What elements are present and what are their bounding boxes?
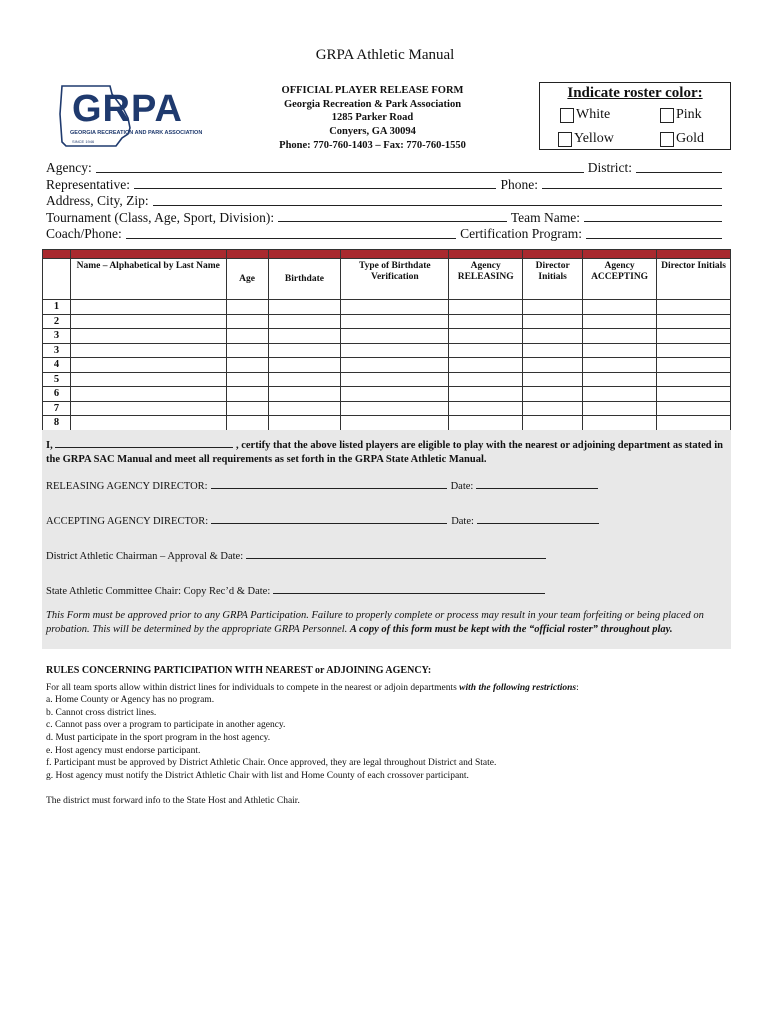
checkbox-icon[interactable] bbox=[560, 108, 574, 123]
table-cell[interactable] bbox=[523, 416, 583, 431]
table-cell[interactable] bbox=[657, 343, 731, 358]
accepting-date-field[interactable] bbox=[477, 516, 599, 524]
director-initials-header: Director Initials bbox=[523, 259, 583, 300]
table-cell[interactable] bbox=[449, 343, 523, 358]
form-title: OFFICIAL PLAYER RELEASE FORM bbox=[281, 85, 464, 96]
table-cell[interactable] bbox=[341, 300, 449, 315]
notice-text: This Form must be approved prior to any GRPA Participation. Failure to properly complete or process may result in your team forfeiting or being placed on probation. This will be determined by the appropriate GRPA Personnel. bbox=[46, 610, 704, 635]
roster-option-gold[interactable] bbox=[660, 131, 704, 147]
player-table bbox=[42, 249, 731, 431]
table-cell[interactable] bbox=[341, 329, 449, 344]
row-number: 2 bbox=[43, 314, 71, 329]
table-cell[interactable] bbox=[268, 300, 341, 315]
district-chair-field[interactable] bbox=[246, 551, 546, 559]
table-cell[interactable] bbox=[523, 329, 583, 344]
table-cell[interactable] bbox=[226, 329, 268, 344]
coach-phone-field[interactable] bbox=[126, 226, 456, 239]
table-cell[interactable] bbox=[657, 387, 731, 402]
table-cell[interactable] bbox=[449, 387, 523, 402]
agency-label: Agency: bbox=[46, 160, 92, 175]
releasing-date-field[interactable] bbox=[476, 481, 598, 489]
phone-line: Phone: 770-760-1403 – Fax: 770-760-1550 bbox=[279, 139, 466, 151]
table-cell[interactable] bbox=[70, 300, 226, 315]
rule-item: d. Must participate in the sport program in the host agency. bbox=[46, 732, 271, 743]
table-cell[interactable] bbox=[523, 358, 583, 373]
option-label: Yellow bbox=[574, 131, 614, 146]
table-cell[interactable] bbox=[583, 343, 657, 358]
table-cell[interactable] bbox=[523, 343, 583, 358]
table-cell[interactable] bbox=[657, 401, 731, 416]
table-row bbox=[43, 358, 731, 373]
agency-accepting-header: Agency ACCEPTING bbox=[583, 259, 657, 300]
option-label: Pink bbox=[676, 107, 702, 122]
coach-phone-label: Coach/Phone: bbox=[46, 226, 122, 242]
table-cell[interactable] bbox=[341, 314, 449, 329]
table-cell[interactable] bbox=[226, 358, 268, 373]
table-row bbox=[43, 300, 731, 315]
certification-field[interactable] bbox=[586, 226, 722, 239]
row-number: 3 bbox=[43, 343, 71, 358]
rule-item: f. Participant must be approved by District Athletic Chair. Once approved, they are legal throughout District and State. bbox=[46, 758, 497, 769]
table-cell[interactable] bbox=[70, 401, 226, 416]
table-cell[interactable] bbox=[523, 387, 583, 402]
table-cell[interactable] bbox=[268, 343, 341, 358]
table-cell[interactable] bbox=[583, 401, 657, 416]
table-cell[interactable] bbox=[70, 358, 226, 373]
address-label: Address, City, Zip: bbox=[46, 193, 149, 209]
tournament-label: Tournament (Class, Age, Sport, Division): bbox=[46, 209, 275, 225]
table-cell[interactable] bbox=[657, 314, 731, 329]
rules-list bbox=[46, 694, 726, 782]
table-cell[interactable] bbox=[70, 387, 226, 402]
table-cell[interactable] bbox=[70, 314, 226, 329]
checkbox-icon[interactable] bbox=[558, 132, 572, 147]
player-rows bbox=[43, 300, 731, 431]
director-initials-header: Director Initials bbox=[657, 259, 731, 300]
table-cell[interactable] bbox=[583, 372, 657, 387]
agency-fields bbox=[46, 160, 726, 243]
table-cell[interactable] bbox=[523, 300, 583, 315]
roster-color-box bbox=[539, 82, 731, 150]
table-cell[interactable] bbox=[341, 416, 449, 431]
logo-subtitle: GEORGIA RECREATION AND PARK ASSOCIATION bbox=[70, 130, 203, 136]
rules-intro-emphasis: with the following restrictions bbox=[459, 682, 577, 693]
table-cell[interactable] bbox=[449, 401, 523, 416]
table-cell[interactable] bbox=[268, 372, 341, 387]
table-cell[interactable] bbox=[657, 416, 731, 431]
table-cell[interactable] bbox=[341, 401, 449, 416]
rule-item: g. Host agency must notify the District Athletic Chair with list and Home County of each crossover participant. bbox=[46, 770, 469, 781]
grpa-logo bbox=[58, 84, 203, 148]
table-header-band bbox=[43, 250, 731, 259]
representative-field[interactable] bbox=[134, 177, 497, 190]
date-label: Date: bbox=[451, 516, 474, 527]
roster-title: Indicate roster color: bbox=[567, 85, 703, 101]
agency-row bbox=[46, 160, 726, 177]
table-cell[interactable] bbox=[657, 300, 731, 315]
number-header bbox=[43, 259, 71, 300]
table-cell[interactable] bbox=[268, 401, 341, 416]
accepting-signature-row bbox=[46, 516, 603, 527]
table-cell[interactable] bbox=[226, 300, 268, 315]
city-line: Conyers, GA 30094 bbox=[329, 126, 416, 138]
table-cell[interactable] bbox=[268, 387, 341, 402]
table-cell[interactable] bbox=[226, 343, 268, 358]
roster-option-pink[interactable] bbox=[660, 107, 702, 123]
table-row bbox=[43, 387, 731, 402]
row-number: 5 bbox=[43, 372, 71, 387]
row-number: 7 bbox=[43, 401, 71, 416]
option-label: Gold bbox=[676, 131, 704, 146]
releasing-label: RELEASING AGENCY DIRECTOR: bbox=[46, 481, 208, 492]
table-cell[interactable] bbox=[449, 358, 523, 373]
certification-label: Certification Program: bbox=[460, 226, 582, 242]
table-cell[interactable] bbox=[657, 329, 731, 344]
row-number: 8 bbox=[43, 416, 71, 431]
team-name-label: Team Name: bbox=[510, 209, 580, 225]
tournament-row bbox=[46, 210, 726, 227]
notice-bold-text: A copy of this form must be kept with the “official roster” throughout play. bbox=[349, 623, 673, 635]
table-cell[interactable] bbox=[523, 401, 583, 416]
district-field[interactable] bbox=[636, 160, 722, 173]
state-chair-field[interactable] bbox=[273, 586, 545, 594]
org-name: Georgia Recreation & Park Association bbox=[283, 98, 462, 110]
rule-item: c. Cannot pass over a program to participate in another agency. bbox=[46, 720, 286, 731]
table-row bbox=[43, 401, 731, 416]
table-cell[interactable] bbox=[449, 416, 523, 431]
team-name-field[interactable] bbox=[584, 210, 722, 223]
district-footer: The district must forward info to the State Host and Athletic Chair. bbox=[46, 796, 300, 806]
table-cell[interactable] bbox=[583, 329, 657, 344]
table-cell[interactable] bbox=[341, 343, 449, 358]
table-cell[interactable] bbox=[341, 372, 449, 387]
table-cell[interactable] bbox=[268, 416, 341, 431]
agency-releasing-header: Agency RELEASING bbox=[449, 259, 523, 300]
verification-header: Type of Birthdate Verification bbox=[341, 259, 449, 300]
name-header: Name – Alphabetical by Last Name bbox=[70, 259, 226, 300]
table-cell[interactable] bbox=[523, 314, 583, 329]
table-cell[interactable] bbox=[657, 358, 731, 373]
table-row bbox=[43, 416, 731, 431]
logo-since: SINCE 1946 bbox=[72, 139, 95, 144]
row-number: 6 bbox=[43, 387, 71, 402]
rule-item: a. Home County or Agency has no program. bbox=[46, 695, 215, 706]
table-row bbox=[43, 314, 731, 329]
table-cell[interactable] bbox=[583, 358, 657, 373]
tournament-field[interactable] bbox=[278, 210, 507, 223]
table-cell[interactable] bbox=[268, 358, 341, 373]
table-cell[interactable] bbox=[583, 314, 657, 329]
certify-prefix: I, bbox=[46, 440, 53, 451]
table-cell[interactable] bbox=[268, 314, 341, 329]
state-chair-label: State Athletic Committee Chair: Copy Rec’d & Date: bbox=[46, 586, 271, 597]
table-cell[interactable] bbox=[226, 387, 268, 402]
table-cell[interactable] bbox=[523, 372, 583, 387]
rules-intro-text: For all team sports allow within district lines for individuals to compete in the nearest or adjoin departments bbox=[46, 682, 457, 693]
district-chair-label: District Athletic Chairman – Approval & Date: bbox=[46, 551, 244, 562]
address-line: 1285 Parker Road bbox=[331, 112, 414, 124]
phone-label: Phone: bbox=[500, 176, 538, 192]
rules-section bbox=[46, 665, 726, 782]
district-label: District: bbox=[587, 160, 632, 175]
certify-text: , certify that the above listed players are eligible to play with the nearest or adjoining department as stated in the GRPA SAC Manual and meet all requirements as set forth in the GRPA State Athletic Manual. bbox=[46, 440, 724, 465]
manual-title: GRPA Athletic Manual bbox=[315, 47, 455, 63]
phone-field[interactable] bbox=[542, 177, 722, 190]
table-cell[interactable] bbox=[583, 300, 657, 315]
option-label: White bbox=[576, 107, 611, 122]
table-cell[interactable] bbox=[449, 300, 523, 315]
table-cell[interactable] bbox=[341, 358, 449, 373]
agency-field[interactable] bbox=[96, 160, 584, 173]
certify-name-field[interactable] bbox=[55, 437, 233, 448]
table-cell[interactable] bbox=[70, 329, 226, 344]
rule-item: e. Host agency must endorse participant. bbox=[46, 745, 201, 756]
roster-option-yellow[interactable] bbox=[558, 131, 614, 147]
representative-label: Representative: bbox=[46, 176, 130, 192]
table-row bbox=[43, 372, 731, 387]
table-cell[interactable] bbox=[449, 372, 523, 387]
releasing-signature-field[interactable] bbox=[211, 481, 447, 489]
district-chair-row bbox=[46, 551, 550, 562]
address-field[interactable] bbox=[153, 193, 722, 206]
form-header bbox=[250, 84, 495, 153]
representative-row bbox=[46, 177, 726, 194]
date-label: Date: bbox=[450, 481, 474, 492]
table-cell[interactable] bbox=[341, 387, 449, 402]
checkbox-icon[interactable] bbox=[660, 132, 674, 147]
table-row bbox=[43, 329, 731, 344]
table-cell[interactable] bbox=[657, 372, 731, 387]
table-cell[interactable] bbox=[449, 329, 523, 344]
table-cell[interactable] bbox=[70, 372, 226, 387]
releasing-signature-row bbox=[46, 481, 602, 492]
row-number: 1 bbox=[43, 300, 71, 315]
logo-text: GRPA bbox=[72, 88, 183, 130]
table-cell[interactable] bbox=[226, 372, 268, 387]
table-cell[interactable] bbox=[226, 416, 268, 431]
table-cell[interactable] bbox=[268, 329, 341, 344]
table-cell[interactable] bbox=[70, 416, 226, 431]
rule-item: b. Cannot cross district lines. bbox=[46, 707, 157, 718]
table-cell[interactable] bbox=[70, 343, 226, 358]
rules-title: RULES CONCERNING PARTICIPATION WITH NEAREST or ADJOINING AGENCY: bbox=[46, 665, 432, 676]
approval-notice bbox=[46, 609, 726, 636]
table-header-row bbox=[43, 259, 731, 300]
accepting-signature-field[interactable] bbox=[211, 516, 447, 524]
checkbox-icon[interactable] bbox=[660, 108, 674, 123]
accepting-label: ACCEPTING AGENCY DIRECTOR: bbox=[46, 516, 209, 527]
coach-row bbox=[46, 226, 726, 243]
table-cell[interactable] bbox=[583, 387, 657, 402]
roster-option-white[interactable] bbox=[560, 107, 610, 123]
table-cell[interactable] bbox=[226, 401, 268, 416]
row-number: 3 bbox=[43, 329, 71, 344]
table-cell[interactable] bbox=[226, 314, 268, 329]
table-row bbox=[43, 343, 731, 358]
birthdate-header: Birthdate bbox=[268, 259, 341, 300]
table-cell[interactable] bbox=[449, 314, 523, 329]
table-cell[interactable] bbox=[583, 416, 657, 431]
certify-statement bbox=[46, 437, 726, 467]
state-chair-row bbox=[46, 586, 549, 597]
age-header: Age bbox=[226, 259, 268, 300]
rules-intro: For all team sports allow within district lines for individuals to compete in the nearest or adjoin departments with the following restrictions: bbox=[46, 682, 579, 693]
row-number: 4 bbox=[43, 358, 71, 373]
address-row bbox=[46, 193, 726, 210]
